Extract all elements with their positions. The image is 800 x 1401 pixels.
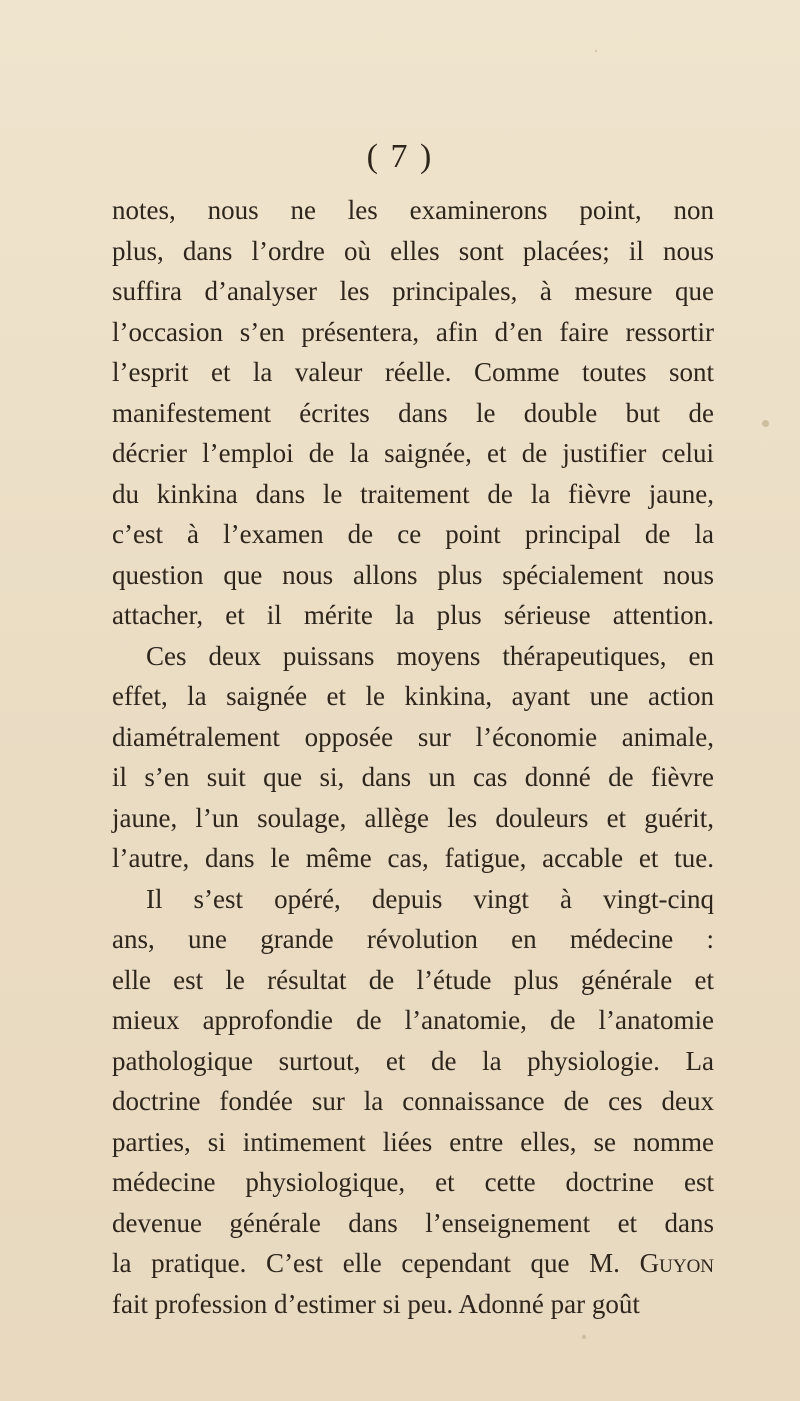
paper-speck bbox=[582, 1335, 586, 1339]
text-line: effet, la saignée et le kinkina, ayant une action bbox=[112, 681, 714, 711]
text-line-with-name bbox=[112, 1243, 714, 1284]
text-line: l’occasion s’en présentera, afin d’en faire ressortir bbox=[112, 316, 714, 347]
text-line: jaune, l’un soulage, allège les douleurs et guérit, bbox=[112, 802, 714, 833]
text-line: ans, une grande révolution en médecine : bbox=[112, 924, 714, 954]
paper-speck bbox=[595, 50, 597, 52]
text-line: du kinkina dans le traitement de la fièvre jaune, bbox=[112, 478, 714, 509]
text-line: parties, si intimement liées entre elles, se nomme bbox=[112, 1126, 714, 1157]
proper-name: Guyon bbox=[639, 1248, 715, 1278]
text-line: l’esprit et la valeur réelle. Comme toutes sont bbox=[112, 357, 714, 387]
text-line: suffira d’analyser les principales, à mesure que bbox=[112, 276, 714, 306]
body-text bbox=[112, 190, 714, 1324]
text-line: notes, nous ne les examinerons point, non bbox=[112, 195, 714, 225]
text-line: il s’en suit que si, dans un cas donné de fièvre bbox=[112, 762, 714, 792]
text-line: devenue générale dans l’enseignement et dans bbox=[112, 1207, 714, 1238]
text-line: diamétralement opposée sur l’économie animale, bbox=[112, 721, 714, 752]
text-line: l’autre, dans le même cas, fatigue, accable et tue. bbox=[112, 843, 714, 873]
text-line: c’est à l’examen de ce point principal de la bbox=[112, 519, 714, 549]
text-line: doctrine fondée sur la connaissance de ces deux bbox=[112, 1086, 714, 1116]
text-line: elle est le résultat de l’étude plus générale et bbox=[112, 964, 714, 995]
text-line: manifestement écrites dans le double but de bbox=[112, 397, 714, 428]
paper-speck bbox=[762, 420, 769, 427]
text-segment: la pratique. C’est elle cependant que M. bbox=[112, 1248, 620, 1278]
paragraph-start-line: Ces deux puissans moyens thérapeutiques, en bbox=[146, 640, 714, 671]
text-line: pathologique surtout, et de la physiologie. La bbox=[112, 1045, 714, 1076]
text-line: fait profession d’estimer si peu. Adonné par goût bbox=[112, 1288, 640, 1319]
text-line: médecine physiologique, et cette doctrine est bbox=[112, 1167, 714, 1197]
page-number: ( 7 ) bbox=[366, 138, 434, 175]
text-line: question que nous allons plus spécialement nous bbox=[112, 559, 714, 590]
text-line: attacher, et il mérite la plus sérieuse attention. bbox=[112, 600, 714, 630]
text-line: mieux approfondie de l’anatomie, de l’anatomie bbox=[112, 1005, 714, 1035]
paragraph-start-line: Il s’est opéré, depuis vingt à vingt-cinq bbox=[146, 883, 714, 914]
text-line: plus, dans l’ordre où elles sont placées; il nous bbox=[112, 235, 714, 266]
text-line: décrier l’emploi de la saignée, et de justifier celui bbox=[112, 438, 714, 468]
